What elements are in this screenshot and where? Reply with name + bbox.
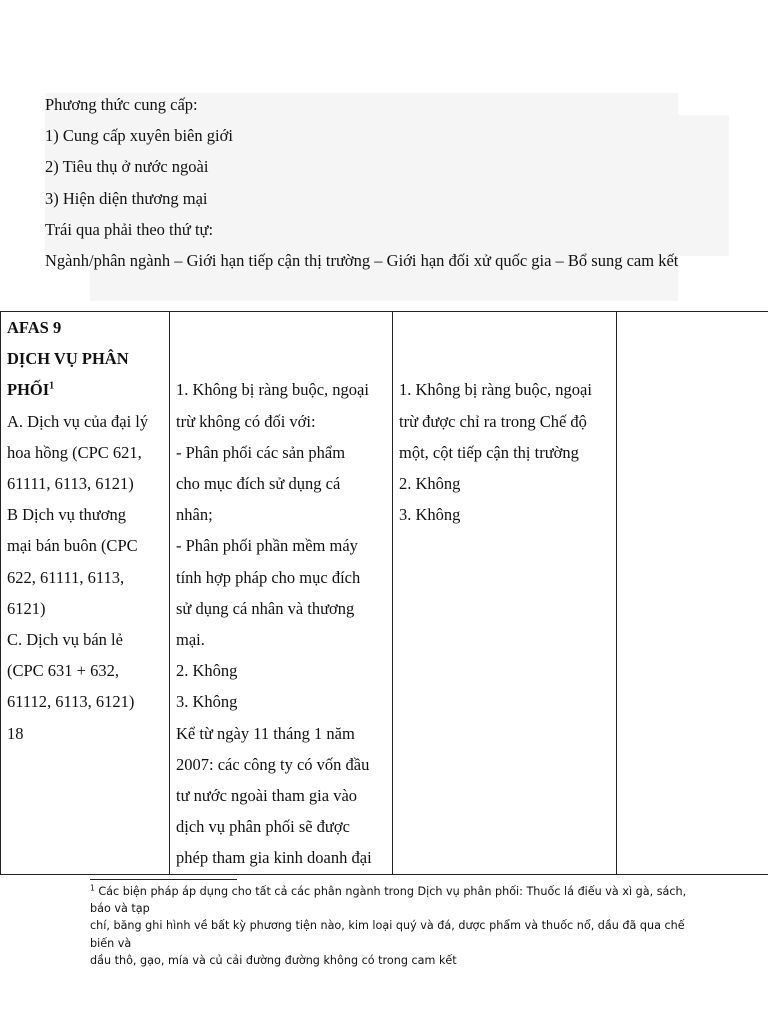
cell-line: mại. bbox=[176, 630, 205, 650]
cell-line: 18 bbox=[7, 723, 24, 743]
cell-line: mại bán buôn (CPC bbox=[7, 536, 138, 556]
sector-title: AFAS 9 bbox=[7, 318, 62, 337]
spacer-line bbox=[399, 343, 610, 374]
intro-line: 3) Hiện diện thương mại bbox=[45, 188, 208, 208]
sector-title bbox=[7, 374, 163, 405]
intro-line: Phương thức cung cấp: bbox=[45, 95, 198, 114]
footnote-line: chí, băng ghi hình về bất kỳ phương tiện nào, kim loại quý và đá, dược phẩm và thuốc nổ, dầu đã qua chế biến và bbox=[90, 919, 685, 950]
spacer-line bbox=[399, 312, 610, 343]
cell-line: 61111, 6113, 6121) bbox=[7, 474, 134, 494]
intro-line: 1) Cung cấp xuyên biên giới bbox=[45, 126, 233, 146]
cell-line: Kể từ ngày 11 tháng 1 năm bbox=[176, 723, 355, 743]
cell-line: sử dụng cá nhân và thương bbox=[176, 598, 355, 618]
market-access-cell bbox=[170, 312, 393, 875]
cell-line: 2. Không bbox=[176, 661, 238, 681]
footnote-separator bbox=[90, 879, 237, 880]
footnote-line: dầu thô, gạo, mía và củ cải đường đường không có trong cam kết bbox=[90, 953, 457, 967]
footnote-ref: 1 bbox=[49, 380, 55, 392]
intro-text bbox=[45, 89, 745, 276]
intro-line: Ngành/phân ngành – Giới hạn tiếp cận thị trường – Giới hạn đối xử quốc gia – Bổ sung cam kết bbox=[45, 251, 679, 271]
intro-line: Trái qua phải theo thứ tự: bbox=[45, 219, 214, 239]
cell-line: 61112, 6113, 6121) bbox=[7, 692, 135, 712]
spacer-line bbox=[176, 343, 386, 374]
cell-line: một, cột tiếp cận thị trường bbox=[399, 442, 579, 462]
sector-title-text: PHỐI bbox=[7, 380, 50, 400]
cell-line: 6121) bbox=[7, 598, 46, 618]
cell-line: A. Dịch vụ của đại lý bbox=[7, 411, 149, 431]
cell-line: 622, 61111, 6113, bbox=[7, 567, 125, 587]
cell-line: tư nước ngoài tham gia vào bbox=[176, 786, 358, 806]
cell-line: phép tham gia kinh doanh đại bbox=[176, 848, 372, 868]
cell-line: - Phân phối phần mềm máy bbox=[176, 536, 358, 556]
additional-commitments-cell bbox=[617, 312, 768, 875]
intro-line: 2) Tiêu thụ ở nước ngoài bbox=[45, 157, 209, 177]
cell-line: 1. Không bị ràng buộc, ngoại bbox=[176, 380, 369, 400]
spacer-line bbox=[176, 312, 386, 343]
cell-line: nhân; bbox=[176, 505, 213, 525]
footnote-marker: 1 bbox=[90, 883, 95, 893]
footnote bbox=[90, 883, 690, 969]
cell-line: trừ được chỉ ra trong Chế độ bbox=[399, 411, 587, 431]
cell-line: (CPC 631 + 632, bbox=[7, 661, 119, 681]
footnote-line bbox=[90, 883, 690, 917]
footnote-text: Các biện pháp áp dụng cho tất cả các phân ngành trong Dịch vụ phân phối: Thuốc lá điếu và xì gà, sách, báo và tạp bbox=[90, 885, 687, 916]
cell-line: 2. Không bbox=[399, 474, 461, 494]
cell-line: cho mục đích sử dụng cá bbox=[176, 474, 341, 494]
national-treatment-cell bbox=[393, 312, 617, 875]
sector-title: DỊCH VỤ PHÂN bbox=[7, 349, 129, 369]
cell-line: dịch vụ phân phối sẽ được bbox=[176, 817, 350, 837]
cell-line: hoa hồng (CPC 621, bbox=[7, 442, 142, 462]
commitment-table bbox=[0, 311, 768, 875]
cell-line: 2007: các công ty có vốn đầu bbox=[176, 754, 370, 774]
cell-line: 1. Không bị ràng buộc, ngoại bbox=[399, 380, 592, 400]
cell-line: trừ không có đối với: bbox=[176, 411, 316, 431]
cell-line: 3. Không bbox=[399, 505, 461, 525]
cell-line: B Dịch vụ thương bbox=[7, 505, 126, 525]
cell-line: C. Dịch vụ bán lẻ bbox=[7, 630, 123, 650]
sector-cell bbox=[1, 312, 170, 875]
cell-line: - Phân phối các sản phẩm bbox=[176, 442, 346, 462]
cell-line: 3. Không bbox=[176, 692, 238, 712]
table-row bbox=[1, 312, 768, 875]
cell-line: tính hợp pháp cho mục đích bbox=[176, 567, 361, 587]
